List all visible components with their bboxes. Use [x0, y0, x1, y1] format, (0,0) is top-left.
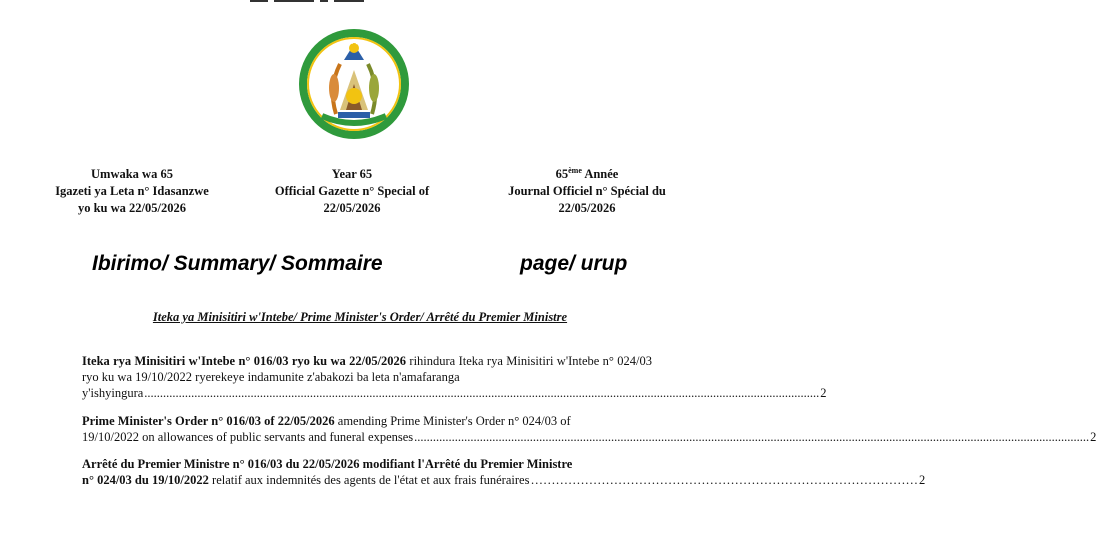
entry-text: rihindura Iteka rya Minisitiri w'Intebe n° 024/03 ryo ku wa 19/10/2022 ryerekeye indamunite z'abakozi ba leta n'amafaranga	[82, 354, 652, 384]
entry-last-line: y'ishyingura	[82, 386, 144, 400]
header-en-gazette: Official Gazette n° Special of	[274, 184, 430, 198]
entry-last-line: 19/10/2022 on allowances of public servants and funeral expenses	[82, 430, 414, 444]
toc-entry-french[interactable]	[82, 456, 926, 488]
entry-title-bold: Arrêté du Premier Ministre n° 016/03 du 22/05/2026 modifiant l'Arrêté du Premier Ministre	[82, 457, 573, 471]
header-fr-date: 22/05/2026	[558, 201, 616, 215]
coat-of-arms-seal	[296, 26, 412, 142]
entry-text: amending Prime Minister's Order n° 024/03 of	[334, 414, 571, 428]
header-kin-date: yo ku wa 22/05/2026	[77, 201, 186, 215]
toc-entry-kinyarwanda[interactable]	[82, 353, 827, 401]
entry-title-bold: Iteka rya Minisitiri w'Intebe n° 016/03 ryo ku wa 22/05/2026	[82, 354, 407, 368]
header-english	[252, 166, 452, 217]
leader-dots: ........................................................................................................................................................................................................................	[144, 386, 820, 400]
header-en-date: 22/05/2026	[323, 201, 381, 215]
entry-title-bold: Prime Minister's Order n° 016/03 of 22/05/2026	[82, 414, 335, 428]
entry-title-bold-cont: n° 024/03 du 19/10/2022	[82, 473, 209, 487]
section-heading: Iteka ya Minisitiri w'Intebe/ Prime Minister's Order/ Arrêté du Premier Ministre	[152, 310, 568, 324]
entry-page-number: 2	[1090, 430, 1096, 444]
header-kinyarwanda	[32, 166, 232, 217]
cropped-top-text	[250, 0, 420, 3]
header-kin-year: Umwaka wa 65	[91, 167, 173, 181]
leader-dots: …………………………………………………………………………………	[530, 473, 918, 487]
header-french	[482, 166, 692, 217]
entry-page-number: 2	[918, 473, 926, 487]
toc-entry-english[interactable]	[82, 413, 1096, 445]
header-fr-gazette: Journal Officiel n° Spécial du	[508, 184, 666, 198]
leader-dots: ........................................................................................................................................................................................................................	[414, 430, 1090, 444]
summary-title: Ibirimo/ Summary/ Sommaire	[92, 252, 383, 275]
entry-last-line: relatif aux indemnités des agents de l'état et aux frais funéraires	[208, 473, 530, 487]
page-column-label: page/ urup	[520, 252, 628, 275]
entry-page-number: 2	[820, 386, 827, 400]
header-fr-year: 65ème Année	[555, 165, 619, 181]
header-kin-gazette: Igazeti ya Leta n° Idasanzwe	[55, 184, 209, 198]
header-en-year: Year 65	[331, 167, 373, 181]
svg-text:REPUBULIKA Y'U RWANDA: REPUBULIKA Y'U RWANDA	[319, 39, 389, 62]
